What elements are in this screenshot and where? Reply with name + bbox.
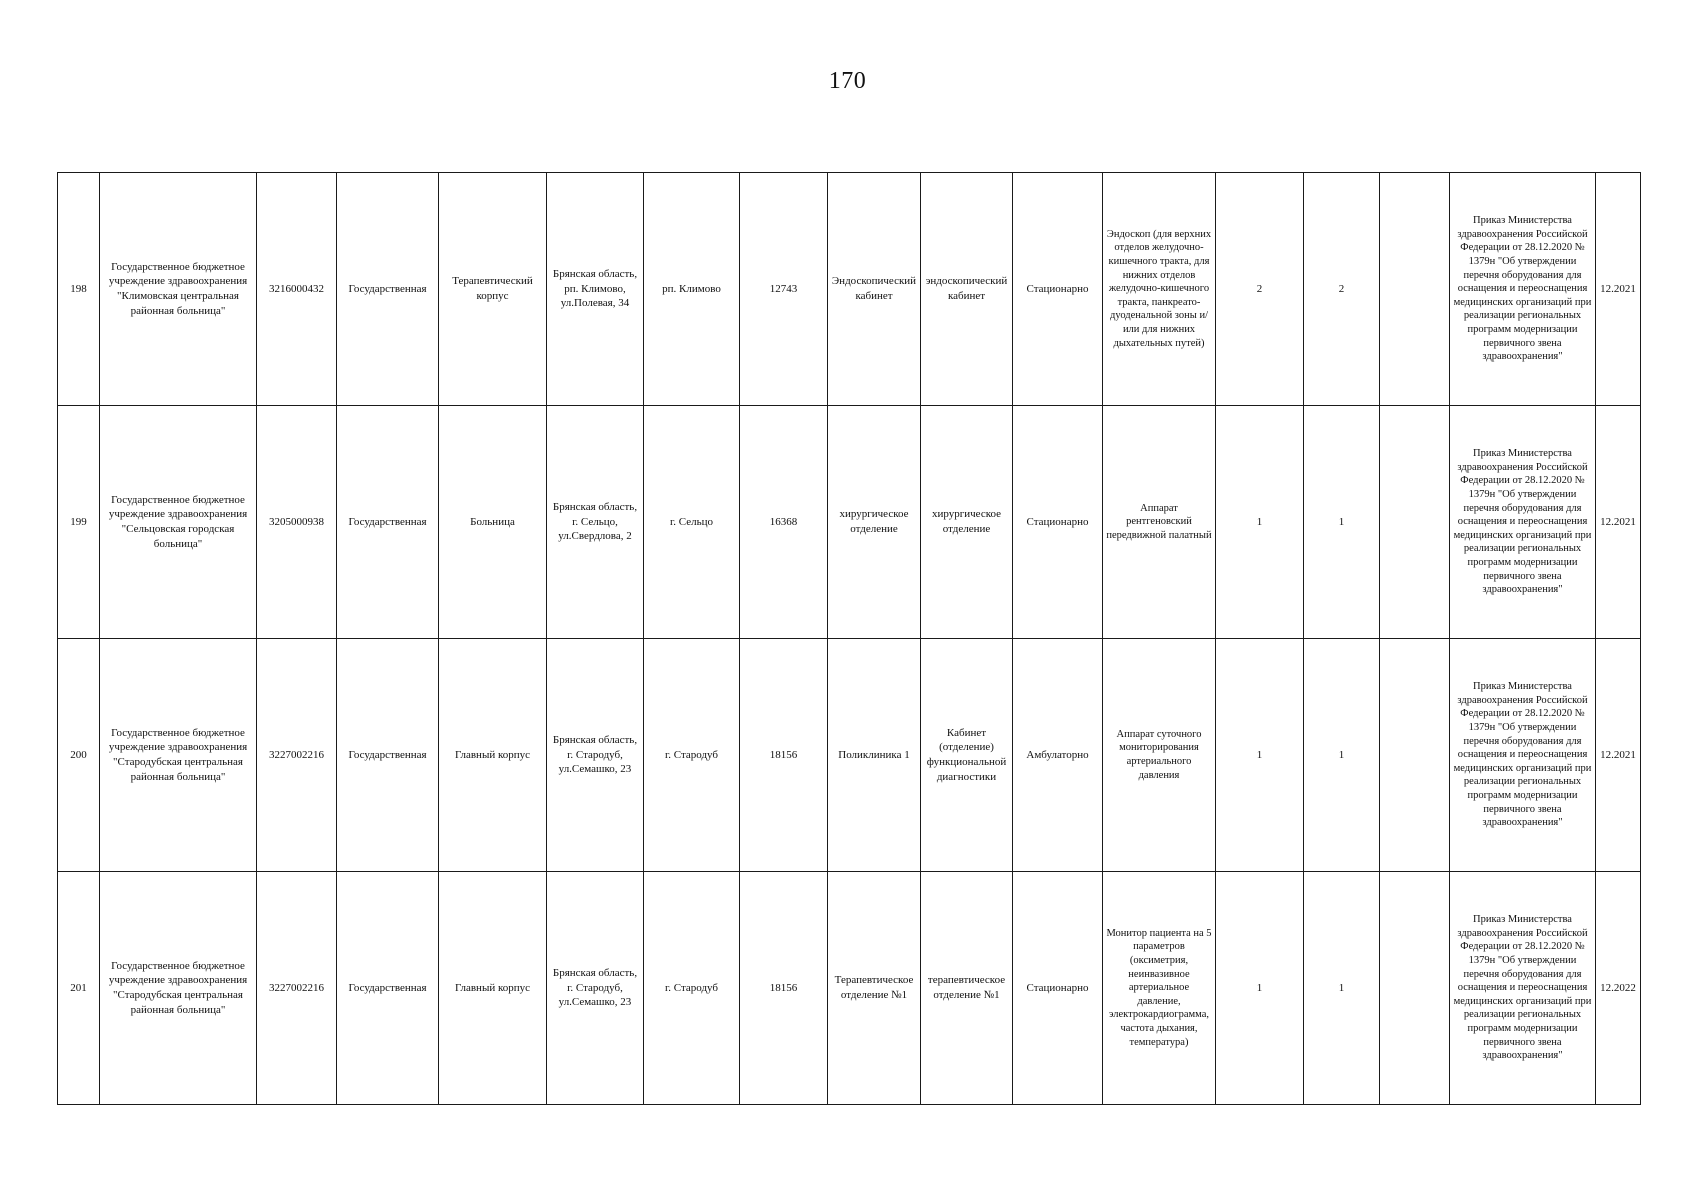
ownership-cell: Государственная [337,406,439,639]
organization-cell: Государственное бюджетное учреждение здравоохранения "Стародубская центральная районная больница" [100,639,257,872]
table-row [58,639,1641,872]
date-cell: 12.2021 [1596,639,1641,872]
empty-cell [1380,872,1450,1105]
inn-cell: 3205000938 [257,406,337,639]
quantity-fact-cell: 2 [1304,173,1380,406]
locality-cell: г. Сельцо [644,406,740,639]
quantity-plan-cell: 2 [1216,173,1304,406]
row-number-cell: 198 [58,173,100,406]
care-form-cell: Стационарно [1013,872,1103,1105]
legal-basis-cell: Приказ Министерства здравоохранения Российской Федерации от 28.12.2020 № 1379н "Об утверждении перечня оборудования для оснащения и переоснащения медицинских организаций при реализации региональных программ модернизации первичного звена здравоохранения" [1450,406,1596,639]
page-number: 170 [828,68,867,94]
care-form-cell: Амбулаторно [1013,639,1103,872]
address-cell: Брянская область, рп. Климово, ул.Полевая, 34 [547,173,644,406]
empty-cell [1380,173,1450,406]
legal-basis-cell: Приказ Министерства здравоохранения Российской Федерации от 28.12.2020 № 1379н "Об утверждении перечня оборудования для оснащения и переоснащения медицинских организаций при реализации региональных программ модернизации первичного звена здравоохранения" [1450,173,1596,406]
care-form-cell: Стационарно [1013,173,1103,406]
table-row [58,406,1641,639]
division-cell: Эндоскопический кабинет [828,173,921,406]
address-cell: Брянская область, г. Стародуб, ул.Семашко, 23 [547,639,644,872]
row-number-cell: 201 [58,872,100,1105]
date-cell: 12.2021 [1596,173,1641,406]
equipment-cell: Аппарат суточного мониторирования артериального давления [1103,639,1216,872]
unit-cell: терапевтическое отделение №1 [921,872,1013,1105]
ownership-cell: Государственная [337,639,439,872]
quantity-plan-cell: 1 [1216,406,1304,639]
empty-cell [1380,639,1450,872]
ownership-cell: Государственная [337,173,439,406]
empty-cell [1380,406,1450,639]
building-cell: Терапевтический корпус [439,173,547,406]
care-form-cell: Стационарно [1013,406,1103,639]
inn-cell: 3227002216 [257,639,337,872]
quantity-plan-cell: 1 [1216,872,1304,1105]
building-cell: Больница [439,406,547,639]
date-cell: 12.2022 [1596,872,1641,1105]
locality-cell: г. Стародуб [644,639,740,872]
legal-basis-cell: Приказ Министерства здравоохранения Российской Федерации от 28.12.2020 № 1379н "Об утверждении перечня оборудования для оснащения и переоснащения медицинских организаций при реализации региональных программ модернизации первичного звена здравоохранения" [1450,872,1596,1105]
address-cell: Брянская область, г. Стародуб, ул.Семашко, 23 [547,872,644,1105]
address-cell: Брянская область, г. Сельцо, ул.Свердлова, 2 [547,406,644,639]
unit-cell: Кабинет (отделение) функциональной диагностики [921,639,1013,872]
unit-cell: эндоскопический кабинет [921,173,1013,406]
equipment-registry-table [57,172,1641,1105]
locality-cell: рп. Климово [644,173,740,406]
division-cell: хирургическое отделение [828,406,921,639]
code-cell: 12743 [740,173,828,406]
inn-cell: 3227002216 [257,872,337,1105]
division-cell: Терапевтическое отделение №1 [828,872,921,1105]
building-cell: Главный корпус [439,639,547,872]
table-row [58,872,1641,1105]
date-cell: 12.2021 [1596,406,1641,639]
code-cell: 18156 [740,639,828,872]
quantity-plan-cell: 1 [1216,639,1304,872]
legal-basis-cell: Приказ Министерства здравоохранения Российской Федерации от 28.12.2020 № 1379н "Об утверждении перечня оборудования для оснащения и переоснащения медицинских организаций при реализации региональных программ модернизации первичного звена здравоохранения" [1450,639,1596,872]
quantity-fact-cell: 1 [1304,639,1380,872]
ownership-cell: Государственная [337,872,439,1105]
quantity-fact-cell: 1 [1304,406,1380,639]
equipment-cell: Эндоскоп (для верхних отделов желудочно-кишечного тракта, для нижних отделов желудочно-кишечного тракта, панкреато-дуоденальной зоны и/или для нижних дыхательных путей) [1103,173,1216,406]
unit-cell: хирургическое отделение [921,406,1013,639]
organization-cell: Государственное бюджетное учреждение здравоохранения "Климовская центральная районная больница" [100,173,257,406]
locality-cell: г. Стародуб [644,872,740,1105]
organization-cell: Государственное бюджетное учреждение здравоохранения "Сельцовская городская больница" [100,406,257,639]
building-cell: Главный корпус [439,872,547,1105]
row-number-cell: 199 [58,406,100,639]
organization-cell: Государственное бюджетное учреждение здравоохранения "Стародубская центральная районная больница" [100,872,257,1105]
inn-cell: 3216000432 [257,173,337,406]
division-cell: Поликлиника 1 [828,639,921,872]
code-cell: 18156 [740,872,828,1105]
row-number-cell: 200 [58,639,100,872]
equipment-cell: Монитор пациента на 5 параметров (оксиметрия, неинвазивное артериальное давление, электрокардиограмма, частота дыхания, температура) [1103,872,1216,1105]
code-cell: 16368 [740,406,828,639]
quantity-fact-cell: 1 [1304,872,1380,1105]
equipment-cell: Аппарат рентгеновский передвижной палатный [1103,406,1216,639]
table-row [58,173,1641,406]
